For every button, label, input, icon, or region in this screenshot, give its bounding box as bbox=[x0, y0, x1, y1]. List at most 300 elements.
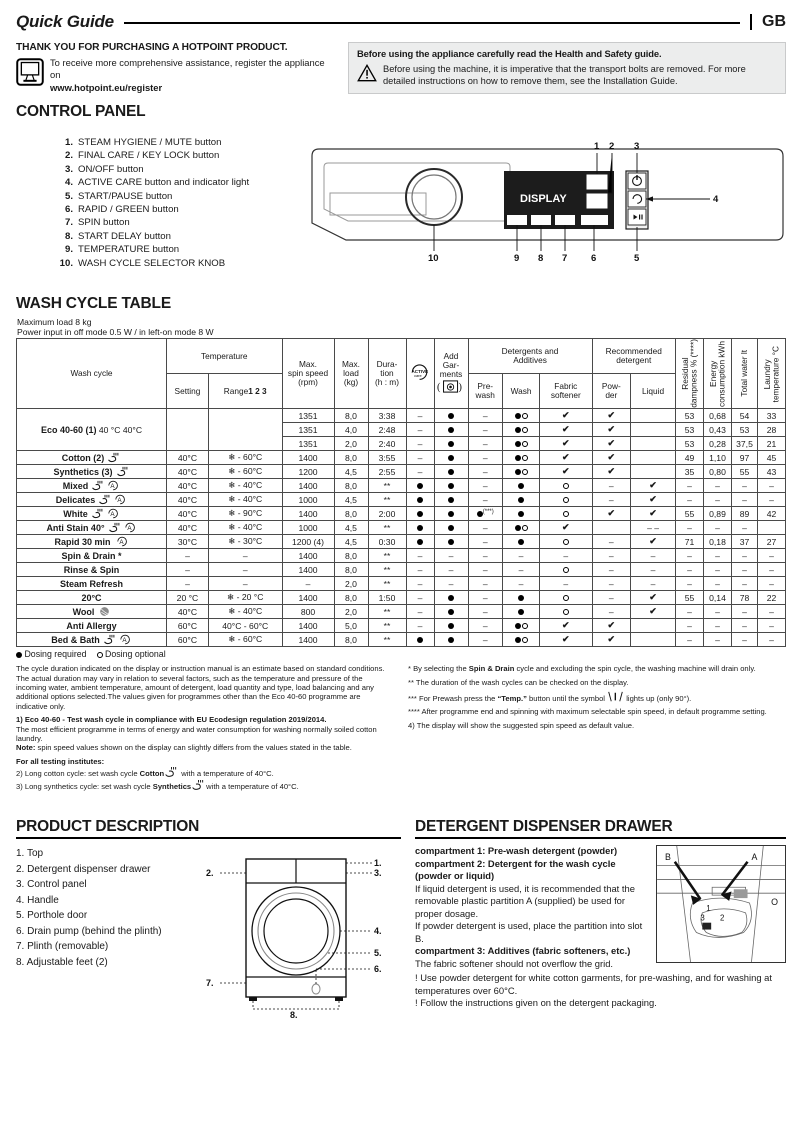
dash-marker: – bbox=[482, 606, 488, 617]
active-care-cell bbox=[406, 633, 434, 647]
laundry-temperature-cell: – bbox=[758, 549, 786, 563]
setting-cell bbox=[167, 409, 209, 451]
filled-dot-icon bbox=[448, 483, 454, 489]
wash-cycle-name-cell[interactable] bbox=[17, 451, 167, 465]
dash-marker: – bbox=[448, 564, 454, 575]
check-icon: ✔ bbox=[607, 620, 616, 631]
dash-marker: – bbox=[518, 550, 524, 561]
wash-cycle-name-cell[interactable] bbox=[17, 521, 167, 535]
max-load-cell: 2,0 bbox=[334, 605, 368, 619]
cycle-icon-group bbox=[103, 635, 132, 645]
wash-cell bbox=[502, 409, 539, 423]
liquid-cell bbox=[631, 619, 676, 633]
control-panel-legend bbox=[16, 137, 316, 271]
fabric-softener-cell bbox=[540, 479, 592, 493]
duration-cell: ** bbox=[368, 563, 406, 577]
max-load-cell: 8,0 bbox=[334, 563, 368, 577]
powder-cell bbox=[592, 451, 631, 465]
table-row bbox=[17, 507, 786, 521]
table-row bbox=[17, 493, 786, 507]
fabric-softener-cell bbox=[540, 563, 592, 577]
dispenser-text bbox=[415, 845, 648, 970]
wash-cycle-name-cell[interactable] bbox=[17, 535, 167, 549]
active-care-a-icon bbox=[116, 536, 129, 547]
wash-cycle-name-cell[interactable] bbox=[17, 549, 167, 563]
max-spin-speed-cell: 1200 (4) bbox=[282, 535, 334, 549]
dash-marker: – bbox=[417, 452, 423, 463]
steam-icon bbox=[107, 452, 121, 463]
wash-cycle-name-cell[interactable] bbox=[17, 619, 167, 633]
check-icon: ✔ bbox=[607, 410, 616, 421]
dash-marker: – bbox=[417, 424, 423, 435]
dash-marker: – bbox=[608, 592, 614, 603]
max-spin-speed-cell: 800 bbox=[282, 605, 334, 619]
wash-cycle-name-cell[interactable] bbox=[17, 493, 167, 507]
footnotes-left bbox=[16, 664, 394, 795]
th-powder bbox=[592, 374, 631, 409]
product-description-list bbox=[16, 846, 162, 1014]
fn-duration-disclaimer: The cycle duration indicated on the display or instruction manual is an estimate based on standard conditions. The actual duration may vary in relation to several factors, such as the temperature and pressure of the incoming water, ambient temperature, amount of detergent, load quantity and type, load balancing and any additional options selected.The values given for programmes other than the Eco 40-60 programme are indicative only. bbox=[16, 664, 385, 711]
residual-dampness-cell: 49 bbox=[676, 451, 704, 465]
filled-dot-icon bbox=[515, 469, 521, 475]
powder-cell bbox=[592, 423, 631, 437]
th-pd-l1: Pow- bbox=[601, 381, 621, 392]
cycle-icon-group bbox=[108, 523, 137, 533]
powder-cell bbox=[592, 507, 631, 521]
dash-marker: – bbox=[563, 578, 569, 589]
th-detergents-additives bbox=[468, 339, 592, 374]
energy-consumption-cell: 0,89 bbox=[704, 507, 732, 521]
fabric-softener-cell bbox=[540, 521, 592, 535]
energy-consumption-cell: 0,68 bbox=[704, 409, 732, 423]
filled-dot-icon bbox=[518, 539, 524, 545]
energy-consumption-cell: 0,28 bbox=[704, 437, 732, 451]
range-cell: ❄ - 60°C bbox=[208, 633, 282, 647]
filled-dot-icon bbox=[518, 497, 524, 503]
dispenser-drawer-illustration bbox=[657, 846, 785, 962]
dash-marker: – bbox=[417, 620, 423, 631]
range-cell: ❄ - 40°C bbox=[208, 479, 282, 493]
hollow-dot-icon bbox=[522, 413, 528, 419]
total-water-cell: 54 bbox=[732, 409, 758, 423]
fabric-softener-cell bbox=[540, 465, 592, 479]
wash-cycle-name-cell[interactable] bbox=[17, 479, 167, 493]
wash-cycle-name: Rinse & Spin bbox=[63, 564, 120, 575]
total-water-cell: – bbox=[732, 619, 758, 633]
wash-cycle-name: Spin & Drain * bbox=[61, 550, 122, 561]
steam-icon bbox=[116, 466, 130, 477]
energy-consumption-cell: 1,10 bbox=[704, 451, 732, 465]
powder-cell bbox=[592, 605, 631, 619]
dd-compartment-3: compartment 3: Additives (fabric softeners, etc.) bbox=[415, 945, 631, 956]
filled-dot-icon bbox=[515, 637, 521, 643]
table-row bbox=[17, 605, 786, 619]
range-cell: ❄ - 60°C bbox=[208, 451, 282, 465]
range-cell: ❄ - 40°C bbox=[208, 605, 282, 619]
powder-cell bbox=[592, 493, 631, 507]
th-max-spin-l2: spin speed bbox=[287, 368, 329, 379]
footnotes bbox=[16, 664, 786, 795]
filled-dot-icon bbox=[518, 609, 524, 615]
filled-dot-icon bbox=[515, 427, 521, 433]
wash-cycle-name-cell[interactable] bbox=[17, 577, 167, 591]
dot-and-circle-icons bbox=[515, 439, 528, 449]
control-panel-section bbox=[16, 127, 786, 281]
liquid-cell bbox=[631, 409, 676, 423]
total-water-cell: 97 bbox=[732, 451, 758, 465]
prewash-cell bbox=[468, 507, 502, 521]
cycle-icon-group bbox=[97, 607, 110, 617]
page-header bbox=[16, 12, 786, 32]
control-panel-item-8 bbox=[56, 231, 316, 244]
energy-consumption-cell: 0,80 bbox=[704, 465, 732, 479]
dash-marker: – bbox=[417, 564, 423, 575]
max-spin-speed-cell: 1000 bbox=[282, 493, 334, 507]
th-add-garments bbox=[434, 339, 468, 409]
svg-text:5.: 5. bbox=[373, 948, 382, 958]
add-garments-cell bbox=[434, 423, 468, 437]
duration-cell: 1:50 bbox=[368, 591, 406, 605]
th-en-l2: consumption kWh bbox=[716, 340, 727, 407]
check-icon: ✔ bbox=[649, 480, 657, 491]
prewash-cell bbox=[468, 451, 502, 465]
dash-marker: – bbox=[650, 550, 656, 561]
max-spin-speed-cell: 1200 bbox=[282, 465, 334, 479]
bottom-sections bbox=[16, 809, 786, 1018]
liquid-cell bbox=[631, 605, 676, 619]
dd-label-O: O bbox=[771, 896, 779, 907]
control-panel-item-label: SPIN button bbox=[78, 217, 130, 229]
check-icon: ✔ bbox=[562, 410, 570, 421]
th-max-spin bbox=[282, 339, 334, 409]
dash-marker: – bbox=[482, 578, 488, 589]
dash-marker: – bbox=[417, 592, 423, 603]
active-care-cell bbox=[406, 437, 434, 451]
control-panel-item-number: 8. bbox=[64, 230, 73, 242]
dash-marker: – bbox=[482, 634, 488, 645]
fn-test3-pre: 3) Long synthetics cycle: set wash cycle bbox=[16, 781, 153, 791]
fabric-softener-cell bbox=[540, 549, 592, 563]
th-max-spin-l3: (rpm) bbox=[298, 377, 318, 388]
control-panel-item-number: 10. bbox=[59, 257, 73, 269]
duration-cell: 2:55 bbox=[368, 465, 406, 479]
control-panel-figure bbox=[316, 127, 786, 264]
dash-marker: – bbox=[448, 578, 454, 589]
filled-dot-icon bbox=[515, 441, 521, 447]
range-cell: ❄ - 40°C bbox=[208, 521, 282, 535]
th-liquid: Liquid bbox=[631, 374, 676, 409]
filled-dot-icon bbox=[448, 455, 454, 461]
svg-text:A: A bbox=[118, 538, 124, 546]
laundry-temperature-cell: 42 bbox=[758, 507, 786, 521]
range-cell: ❄ - 20 °C bbox=[208, 591, 282, 605]
registration-block bbox=[16, 57, 336, 94]
wash-cell bbox=[502, 549, 539, 563]
duration-cell: 3:38 bbox=[368, 409, 406, 423]
steam-icon bbox=[91, 508, 105, 519]
fn-eco-bold: 1) Eco 40-60 - Test wash cycle in compliance with EU Ecodesign regulation 2019/2014. bbox=[16, 715, 327, 725]
wash-cycle-name-cell[interactable] bbox=[17, 507, 167, 521]
prewash-cell bbox=[468, 577, 502, 591]
filled-dot-icon bbox=[448, 637, 454, 643]
legend-optional bbox=[97, 649, 166, 659]
range-cell: 40°C - 60°C bbox=[208, 619, 282, 633]
th-det-l2: Additives bbox=[513, 355, 547, 366]
wash-cell bbox=[502, 535, 539, 549]
residual-dampness-cell: – bbox=[676, 479, 704, 493]
prewash-cell bbox=[468, 493, 502, 507]
footnotes-right bbox=[408, 664, 786, 795]
laundry-temperature-cell: – bbox=[758, 493, 786, 507]
dash-marker: – bbox=[608, 550, 614, 561]
active-care-a-icon bbox=[114, 494, 127, 505]
th-pw-l2: wash bbox=[475, 390, 495, 401]
fabric-softener-cell bbox=[540, 423, 592, 437]
product-description-item-7: 7. Plinth (removable) bbox=[16, 941, 109, 952]
dispenser-title: DETERGENT DISPENSER DRAWER bbox=[415, 818, 786, 839]
powder-cell bbox=[592, 465, 631, 479]
filled-dot-icon bbox=[417, 539, 423, 545]
svg-text:2: 2 bbox=[609, 141, 615, 153]
duration-cell: 2:40 bbox=[368, 437, 406, 451]
th-fs-l2: softener bbox=[550, 390, 581, 401]
residual-dampness-cell: – bbox=[676, 549, 704, 563]
cycle-icon-group bbox=[91, 481, 120, 491]
language-code: GB bbox=[750, 14, 786, 30]
footnote-marker: (***) bbox=[482, 508, 494, 515]
energy-consumption-cell: – bbox=[704, 619, 732, 633]
active-care-cell bbox=[406, 451, 434, 465]
fabric-softener-cell bbox=[540, 619, 592, 633]
check-icon: ✔ bbox=[607, 424, 616, 435]
dd-label-A: A bbox=[751, 851, 758, 862]
th-wash: Wash bbox=[502, 374, 539, 409]
setting-cell: 40°C bbox=[167, 521, 209, 535]
wash-cycle-name-cell[interactable] bbox=[17, 605, 167, 619]
dot-and-circle-icons bbox=[515, 453, 528, 463]
th-fs-l1: Fabric bbox=[554, 381, 578, 392]
wash-cell bbox=[502, 465, 539, 479]
svg-text:3: 3 bbox=[634, 141, 640, 153]
max-spin-speed-cell: 1400 bbox=[282, 633, 334, 647]
dash-marker: – bbox=[417, 438, 423, 449]
residual-dampness-cell: 55 bbox=[676, 591, 704, 605]
active-care-a-icon bbox=[107, 480, 120, 491]
wash-cycle-name-cell[interactable] bbox=[17, 591, 167, 605]
table-row bbox=[17, 633, 786, 647]
residual-dampness-cell: – bbox=[676, 563, 704, 577]
active-care-cell bbox=[406, 563, 434, 577]
total-water-cell: – bbox=[732, 577, 758, 591]
th-duration-l2: tion bbox=[380, 368, 394, 379]
fabric-softener-cell bbox=[540, 451, 592, 465]
th-rd-l1: Residual bbox=[679, 357, 690, 390]
fn-r3-post: lights up (only 90°). bbox=[624, 693, 692, 703]
th-energy-text bbox=[709, 341, 726, 407]
steam-icon bbox=[103, 634, 117, 645]
svg-text:A: A bbox=[122, 636, 127, 644]
product-description-item-4: 4. Handle bbox=[16, 894, 59, 906]
control-panel-item-1 bbox=[56, 137, 316, 150]
fn-test3-bold: Synthetics bbox=[152, 781, 192, 791]
active-care-a-icon bbox=[124, 522, 137, 533]
setting-cell: 40°C bbox=[167, 465, 209, 479]
filled-dot-icon bbox=[515, 455, 521, 461]
duration-cell: ** bbox=[368, 577, 406, 591]
svg-text:7: 7 bbox=[562, 253, 568, 264]
dash-marker: – bbox=[482, 536, 488, 547]
th-total-water bbox=[732, 339, 758, 409]
control-panel-item-number: 1. bbox=[64, 136, 73, 148]
hollow-dot-icon bbox=[522, 469, 528, 475]
wash-cycle-name-cell[interactable] bbox=[17, 465, 167, 479]
control-panel-item-label: ON/OFF button bbox=[78, 163, 144, 175]
duration-cell: ** bbox=[368, 521, 406, 535]
safety-callout bbox=[348, 42, 786, 94]
prewash-symbol-icon bbox=[607, 691, 624, 703]
th-det-l1: Detergents and bbox=[501, 346, 559, 357]
add-garments-cell bbox=[434, 535, 468, 549]
hollow-dot-icon bbox=[522, 427, 528, 433]
svg-text:): ) bbox=[458, 381, 462, 393]
control-panel-item-label: FINAL CARE / KEY LOCK button bbox=[78, 150, 220, 162]
add-garments-cell bbox=[434, 409, 468, 423]
energy-consumption-cell: – bbox=[704, 633, 732, 647]
energy-consumption-cell: – bbox=[704, 479, 732, 493]
powder-cell bbox=[592, 437, 631, 451]
setting-cell: – bbox=[167, 577, 209, 591]
th-en-l1: Energy bbox=[707, 360, 718, 387]
th-prewash bbox=[468, 374, 502, 409]
cycle-icon-group bbox=[98, 495, 127, 505]
add-garments-cell bbox=[434, 591, 468, 605]
dash-marker: – bbox=[417, 550, 423, 561]
filled-dot-icon bbox=[518, 595, 524, 601]
active-care-cell bbox=[406, 409, 434, 423]
svg-text:4: 4 bbox=[713, 194, 719, 206]
product-description-title: PRODUCT DESCRIPTION bbox=[16, 818, 401, 839]
add-garments-cell bbox=[434, 493, 468, 507]
dash-marker: – bbox=[518, 564, 524, 575]
residual-dampness-cell: 53 bbox=[676, 409, 704, 423]
dd-compartment-1: compartment 1: Pre-wash detergent (powder) bbox=[415, 845, 618, 856]
active-care-cell bbox=[406, 521, 434, 535]
svg-text:(: ( bbox=[437, 381, 441, 393]
th-energy-consumption bbox=[704, 339, 732, 409]
svg-text:9: 9 bbox=[514, 253, 520, 264]
add-garments-cell bbox=[434, 605, 468, 619]
setting-cell: 40°C bbox=[167, 451, 209, 465]
duration-cell: 3:55 bbox=[368, 451, 406, 465]
steam-icon bbox=[108, 522, 122, 533]
fabric-softener-cell bbox=[540, 507, 592, 521]
powder-cell bbox=[592, 633, 631, 647]
wash-cell bbox=[502, 507, 539, 521]
active-care-cell bbox=[406, 577, 434, 591]
range-cell: ❄ - 40°C bbox=[208, 493, 282, 507]
residual-dampness-cell: 55 bbox=[676, 507, 704, 521]
filled-dot-icon bbox=[448, 525, 454, 531]
duration-cell: 2:48 bbox=[368, 423, 406, 437]
fabric-softener-cell bbox=[540, 409, 592, 423]
max-load-note: Maximum load 8 kg bbox=[17, 316, 92, 327]
wash-cycle-name: White bbox=[63, 509, 88, 520]
add-garments-cell bbox=[434, 577, 468, 591]
th-tw-text: Total water lt bbox=[739, 350, 750, 398]
filled-dot-icon bbox=[448, 595, 454, 601]
wash-cycle-name-cell[interactable] bbox=[17, 563, 167, 577]
range-cell bbox=[208, 409, 282, 451]
fn-spin-drain bbox=[408, 664, 786, 673]
legend-optional-label: Dosing optional bbox=[105, 649, 166, 660]
hollow-dot-icon bbox=[522, 637, 528, 643]
th-max-load-l1: Max. bbox=[342, 359, 360, 370]
duration-cell: 2:00 bbox=[368, 507, 406, 521]
check-icon: ✔ bbox=[562, 466, 570, 477]
add-garments-cell bbox=[434, 479, 468, 493]
fabric-softener-cell bbox=[540, 633, 592, 647]
add-garments-cell bbox=[434, 451, 468, 465]
powder-cell bbox=[592, 535, 631, 549]
add-garments-cell bbox=[434, 619, 468, 633]
control-panel-item-label: STEAM HYGIENE / MUTE button bbox=[78, 136, 222, 148]
wash-cell bbox=[502, 493, 539, 507]
th-range-sup: 1 2 3 bbox=[248, 385, 267, 396]
residual-dampness-cell: – bbox=[676, 577, 704, 591]
wash-cycle-name: Delicates bbox=[55, 495, 96, 506]
powder-cell bbox=[592, 577, 631, 591]
intro-section bbox=[16, 42, 786, 94]
dash-marker: – bbox=[608, 606, 614, 617]
wash-cycle-table bbox=[16, 338, 786, 647]
wash-cycle-name: Synthetics (3) bbox=[53, 467, 113, 478]
header-row-1 bbox=[17, 339, 786, 374]
registration-url[interactable]: www.hotpoint.eu/register bbox=[50, 81, 163, 93]
th-active-care bbox=[406, 339, 434, 409]
th-fabric-softener bbox=[540, 374, 592, 409]
filled-dot-icon bbox=[448, 609, 454, 615]
range-cell: ❄ - 60°C bbox=[208, 465, 282, 479]
prewash-cell bbox=[468, 549, 502, 563]
svg-text:4.: 4. bbox=[373, 926, 382, 936]
fn-r3-bold: “Temp.” bbox=[497, 693, 527, 703]
table-row bbox=[17, 409, 786, 423]
add-garments-cell bbox=[434, 507, 468, 521]
range-cell: ❄ - 30°C bbox=[208, 535, 282, 549]
product-description-body bbox=[16, 839, 401, 1018]
prewash-cell bbox=[468, 437, 502, 451]
product-description-section bbox=[16, 809, 401, 1018]
add-garments-cell bbox=[434, 563, 468, 577]
product-description-item-2: 2. Detergent dispenser drawer bbox=[16, 863, 151, 875]
check-icon: ✔ bbox=[562, 452, 570, 463]
registration-text: To receive more comprehensive assistance, register the appliance on bbox=[50, 57, 325, 81]
setting-cell: – bbox=[167, 563, 209, 577]
wash-cycle-name-cell[interactable] bbox=[17, 633, 167, 647]
setting-cell: 60°C bbox=[167, 619, 209, 633]
filled-dot-icon bbox=[448, 623, 454, 629]
dd-compartment-2-l2: (powder or liquid) bbox=[415, 870, 495, 881]
max-load-cell: 8,0 bbox=[334, 591, 368, 605]
setting-cell: – bbox=[167, 549, 209, 563]
control-panel-item-3 bbox=[56, 164, 316, 177]
check-icon: ✔ bbox=[607, 452, 616, 463]
wash-cycle-name-cell[interactable] bbox=[17, 409, 167, 451]
dash-marker: – bbox=[482, 564, 488, 575]
max-spin-speed-cell: 1400 bbox=[282, 507, 334, 521]
residual-dampness-cell: – bbox=[676, 493, 704, 507]
dash-marker: – bbox=[608, 578, 614, 589]
